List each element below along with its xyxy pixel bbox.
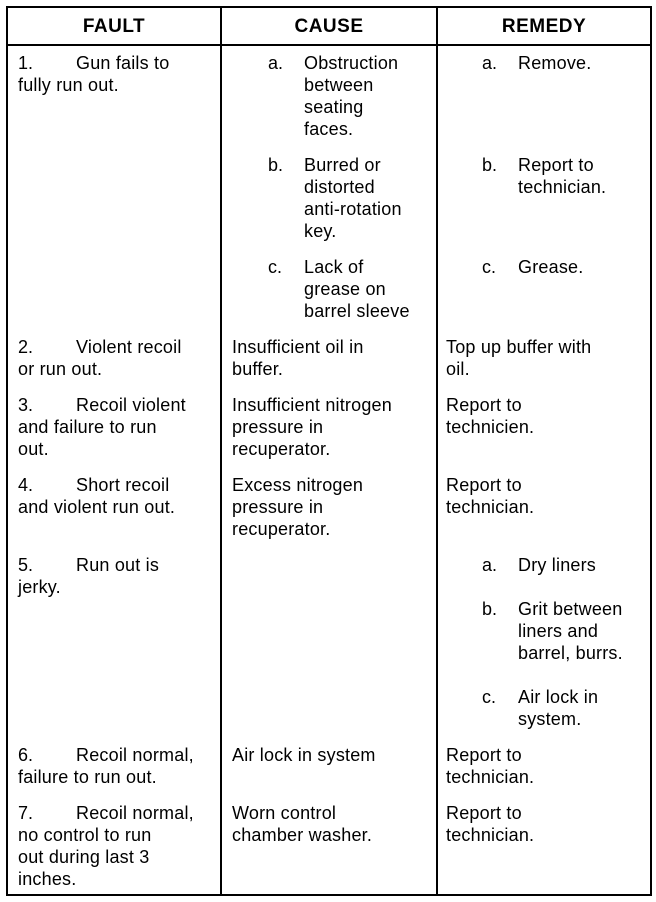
fault-text: Short recoil: [76, 475, 170, 495]
cause-text: distorted: [304, 177, 375, 197]
fault-text: no control to run: [18, 825, 152, 845]
remedy-text: Top up buffer with: [446, 337, 592, 357]
remedy-text: Remove.: [518, 53, 592, 73]
remedy-letter: b.: [482, 599, 498, 619]
cause-text: between: [304, 75, 374, 95]
fault-text: and violent run out.: [18, 497, 176, 517]
cause-letter: a.: [268, 53, 284, 73]
fault-text: inches.: [18, 869, 77, 889]
remedy-text: Grit between: [518, 599, 623, 619]
fault-text: Gun fails to: [76, 53, 170, 73]
fault-text: fully run out.: [18, 75, 119, 95]
fault-text: out during last 3: [18, 847, 150, 867]
cause-text: chamber washer.: [232, 825, 373, 845]
remedy-text: Report to: [446, 745, 522, 765]
fault-text: or run out.: [18, 359, 103, 379]
fault-text: Recoil normal,: [76, 803, 194, 823]
cause-text: buffer.: [232, 359, 284, 379]
cause-text: Obstruction: [304, 53, 399, 73]
cause-text: Insufficient oil in: [232, 337, 364, 357]
cause-text: recuperator.: [232, 439, 331, 459]
cause-text: anti-rotation: [304, 199, 402, 219]
remedy-text: liners and: [518, 621, 599, 641]
remedy-text: Dry liners: [518, 555, 597, 575]
remedy-text: Report to: [446, 395, 522, 415]
cause-text: Worn control: [232, 803, 337, 823]
fault-number: 1.: [18, 53, 34, 73]
cause-text: faces.: [304, 119, 354, 139]
fault-text: Violent recoil: [76, 337, 182, 357]
column-divider: [436, 8, 438, 894]
fault-text: Run out is: [76, 555, 160, 575]
remedy-text: Air lock in: [518, 687, 599, 707]
remedy-letter: c.: [482, 687, 497, 707]
remedy-letter: b.: [482, 155, 498, 175]
remedy-text: technician.: [446, 767, 535, 787]
remedy-text: technician.: [446, 497, 535, 517]
header-remedy: REMEDY: [501, 16, 587, 37]
remedy-letter: a.: [482, 53, 498, 73]
remedy-text: Report to: [446, 475, 522, 495]
cause-text: Insufficient nitrogen: [232, 395, 392, 415]
fault-number: 5.: [18, 555, 34, 575]
remedy-text: technician.: [518, 177, 607, 197]
fault-text: out.: [18, 439, 49, 459]
fault-text: and failure to run: [18, 417, 157, 437]
remedy-text: technicien.: [446, 417, 535, 437]
cause-text: Burred or: [304, 155, 381, 175]
cause-text: recuperator.: [232, 519, 331, 539]
remedy-letter: a.: [482, 555, 498, 575]
remedy-text: Grease.: [518, 257, 584, 277]
fault-number: 7.: [18, 803, 34, 823]
remedy-text: oil.: [446, 359, 470, 379]
cause-text: Air lock in system: [232, 745, 376, 765]
fault-text: Recoil normal,: [76, 745, 194, 765]
remedy-text: system.: [518, 709, 582, 729]
cause-letter: c.: [268, 257, 283, 277]
cause-letter: b.: [268, 155, 284, 175]
fault-number: 2.: [18, 337, 34, 357]
cause-text: Excess nitrogen: [232, 475, 364, 495]
remedy-text: barrel, burrs.: [518, 643, 623, 663]
header-fault: FAULT: [82, 16, 146, 37]
cause-text: pressure in: [232, 497, 324, 517]
column-divider: [220, 8, 222, 894]
remedy-letter: c.: [482, 257, 497, 277]
cause-text: pressure in: [232, 417, 324, 437]
header-divider: [8, 44, 650, 46]
fault-text: Recoil violent: [76, 395, 186, 415]
remedy-text: technician.: [446, 825, 535, 845]
cause-text: Lack of: [304, 257, 364, 277]
fault-text: failure to run out.: [18, 767, 157, 787]
cause-text: grease on: [304, 279, 386, 299]
remedy-text: Report to: [446, 803, 522, 823]
fault-number: 3.: [18, 395, 34, 415]
fault-number: 4.: [18, 475, 34, 495]
cause-text: seating: [304, 97, 364, 117]
header-cause: CAUSE: [294, 16, 364, 37]
remedy-text: Report to: [518, 155, 594, 175]
cause-text: key.: [304, 221, 337, 241]
fault-text: jerky.: [18, 577, 61, 597]
cause-text: barrel sleeve: [304, 301, 410, 321]
fault-number: 6.: [18, 745, 34, 765]
